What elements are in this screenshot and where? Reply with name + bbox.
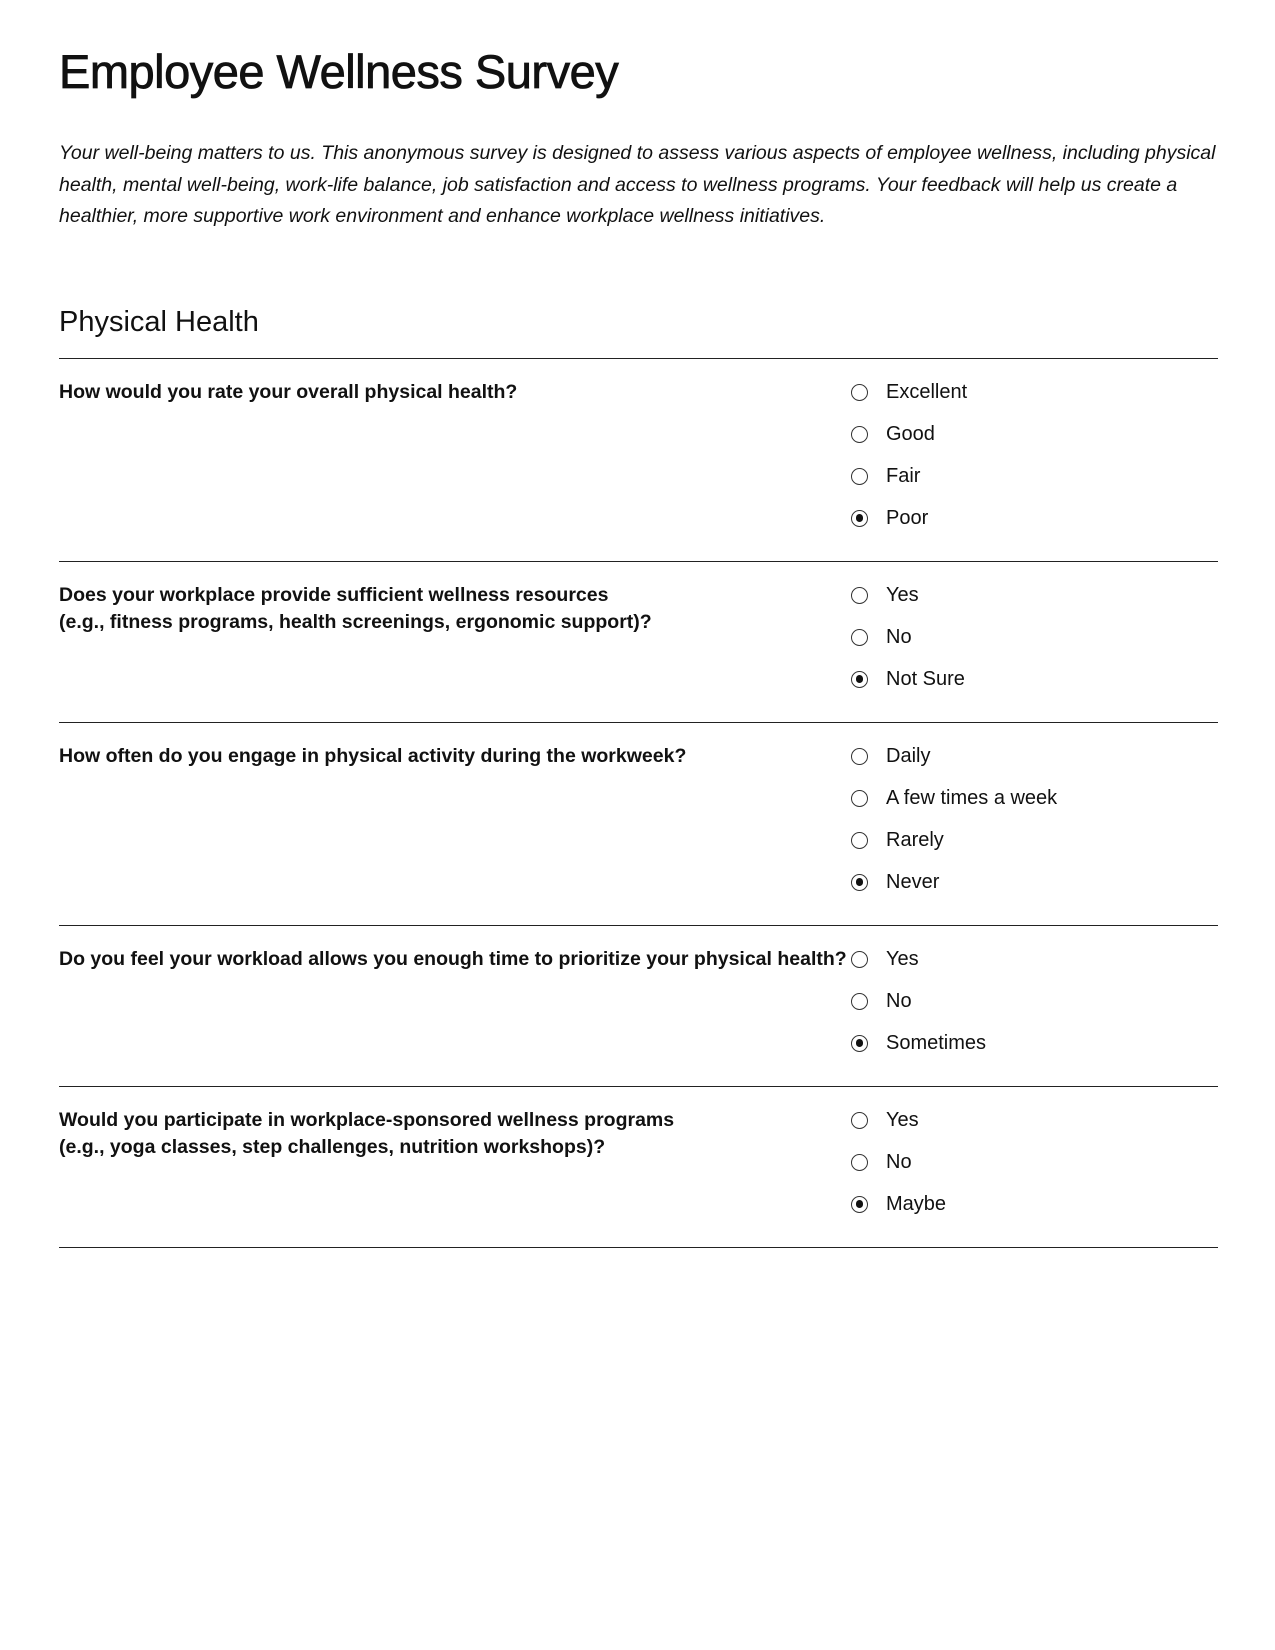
radio-option[interactable]: [851, 938, 1218, 980]
radio-option[interactable]: [851, 1141, 1218, 1183]
radio-option-label: A few times a week: [886, 786, 1058, 809]
radio-option-label: Excellent: [886, 380, 968, 403]
radio-option[interactable]: [851, 1022, 1218, 1064]
radio-group: [851, 735, 1218, 903]
radio-checked-icon[interactable]: [851, 671, 868, 688]
radio-option[interactable]: [851, 658, 1218, 700]
question-text: How often do you engage in physical activity during the workweek?: [59, 745, 687, 767]
radio-option[interactable]: [851, 574, 1218, 616]
radio-checked-icon[interactable]: [851, 874, 868, 891]
radio-checked-icon[interactable]: [851, 1035, 868, 1052]
radio-unchecked-icon[interactable]: [851, 587, 868, 604]
radio-option-label: No: [886, 1150, 912, 1173]
radio-unchecked-icon[interactable]: [851, 468, 868, 485]
radio-unchecked-icon[interactable]: [851, 629, 868, 646]
section-title: Physical Health: [59, 306, 259, 338]
radio-option-label: Fair: [886, 464, 921, 487]
radio-option[interactable]: [851, 1183, 1218, 1225]
radio-option-label: Poor: [886, 506, 929, 529]
radio-option-label: Never: [886, 870, 940, 893]
radio-option[interactable]: [851, 455, 1218, 497]
radio-option-label: No: [886, 989, 912, 1012]
radio-option-label: Not Sure: [886, 667, 965, 690]
radio-unchecked-icon[interactable]: [851, 993, 868, 1010]
radio-option-label: Yes: [886, 1108, 919, 1131]
radio-option[interactable]: [851, 777, 1218, 819]
radio-option-label: Yes: [886, 947, 919, 970]
radio-option[interactable]: [851, 616, 1218, 658]
radio-option[interactable]: [851, 413, 1218, 455]
radio-unchecked-icon[interactable]: [851, 426, 868, 443]
question-row: [59, 723, 1218, 926]
radio-group: [851, 938, 1218, 1064]
radio-group: [851, 574, 1218, 700]
radio-option-label: Sometimes: [886, 1031, 987, 1054]
intro-text: Your well-being matters to us. This anonymous survey is designed to assess various aspects of employee wellness, including physical health, mental well-being, work-life balance, job satisfaction and access to wellness programs. Your feedback will help us create a healthier, more supportive work environment and enhance workplace wellness initiatives.: [59, 142, 1216, 227]
question-row: [59, 1087, 1218, 1248]
radio-unchecked-icon[interactable]: [851, 1112, 868, 1129]
question-row: [59, 562, 1218, 723]
radio-option-label: No: [886, 625, 912, 648]
question-row: [59, 359, 1218, 562]
radio-unchecked-icon[interactable]: [851, 951, 868, 968]
question-text: Would you participate in workplace-sponsored wellness programs (e.g., yoga classes, step challenges, nutrition workshops)?: [59, 1109, 675, 1158]
page-title: Employee Wellness Survey: [59, 45, 619, 98]
radio-option-label: Yes: [886, 583, 919, 606]
question-row: [59, 926, 1218, 1087]
radio-unchecked-icon[interactable]: [851, 790, 868, 807]
radio-option[interactable]: [851, 497, 1218, 539]
radio-group: [851, 1099, 1218, 1225]
question-list: [59, 358, 1218, 1248]
question-text: Does your workplace provide sufficient wellness resources (e.g., fitness programs, health screenings, ergonomic support)?: [59, 584, 652, 633]
radio-unchecked-icon[interactable]: [851, 384, 868, 401]
radio-option[interactable]: [851, 861, 1218, 903]
radio-option[interactable]: [851, 1099, 1218, 1141]
radio-checked-icon[interactable]: [851, 1196, 868, 1213]
radio-option[interactable]: [851, 735, 1218, 777]
radio-checked-icon[interactable]: [851, 510, 868, 527]
radio-option-label: Maybe: [886, 1192, 947, 1215]
radio-unchecked-icon[interactable]: [851, 832, 868, 849]
radio-option-label: Good: [886, 422, 935, 445]
question-text: How would you rate your overall physical health?: [59, 381, 518, 403]
radio-option[interactable]: [851, 980, 1218, 1022]
radio-group: [851, 371, 1218, 539]
radio-option-label: Daily: [886, 744, 931, 767]
radio-unchecked-icon[interactable]: [851, 748, 868, 765]
radio-option-label: Rarely: [886, 828, 944, 851]
radio-option[interactable]: [851, 819, 1218, 861]
question-text: Do you feel your workload allows you enough time to prioritize your physical health?: [59, 948, 847, 970]
radio-option[interactable]: [851, 371, 1218, 413]
radio-unchecked-icon[interactable]: [851, 1154, 868, 1171]
